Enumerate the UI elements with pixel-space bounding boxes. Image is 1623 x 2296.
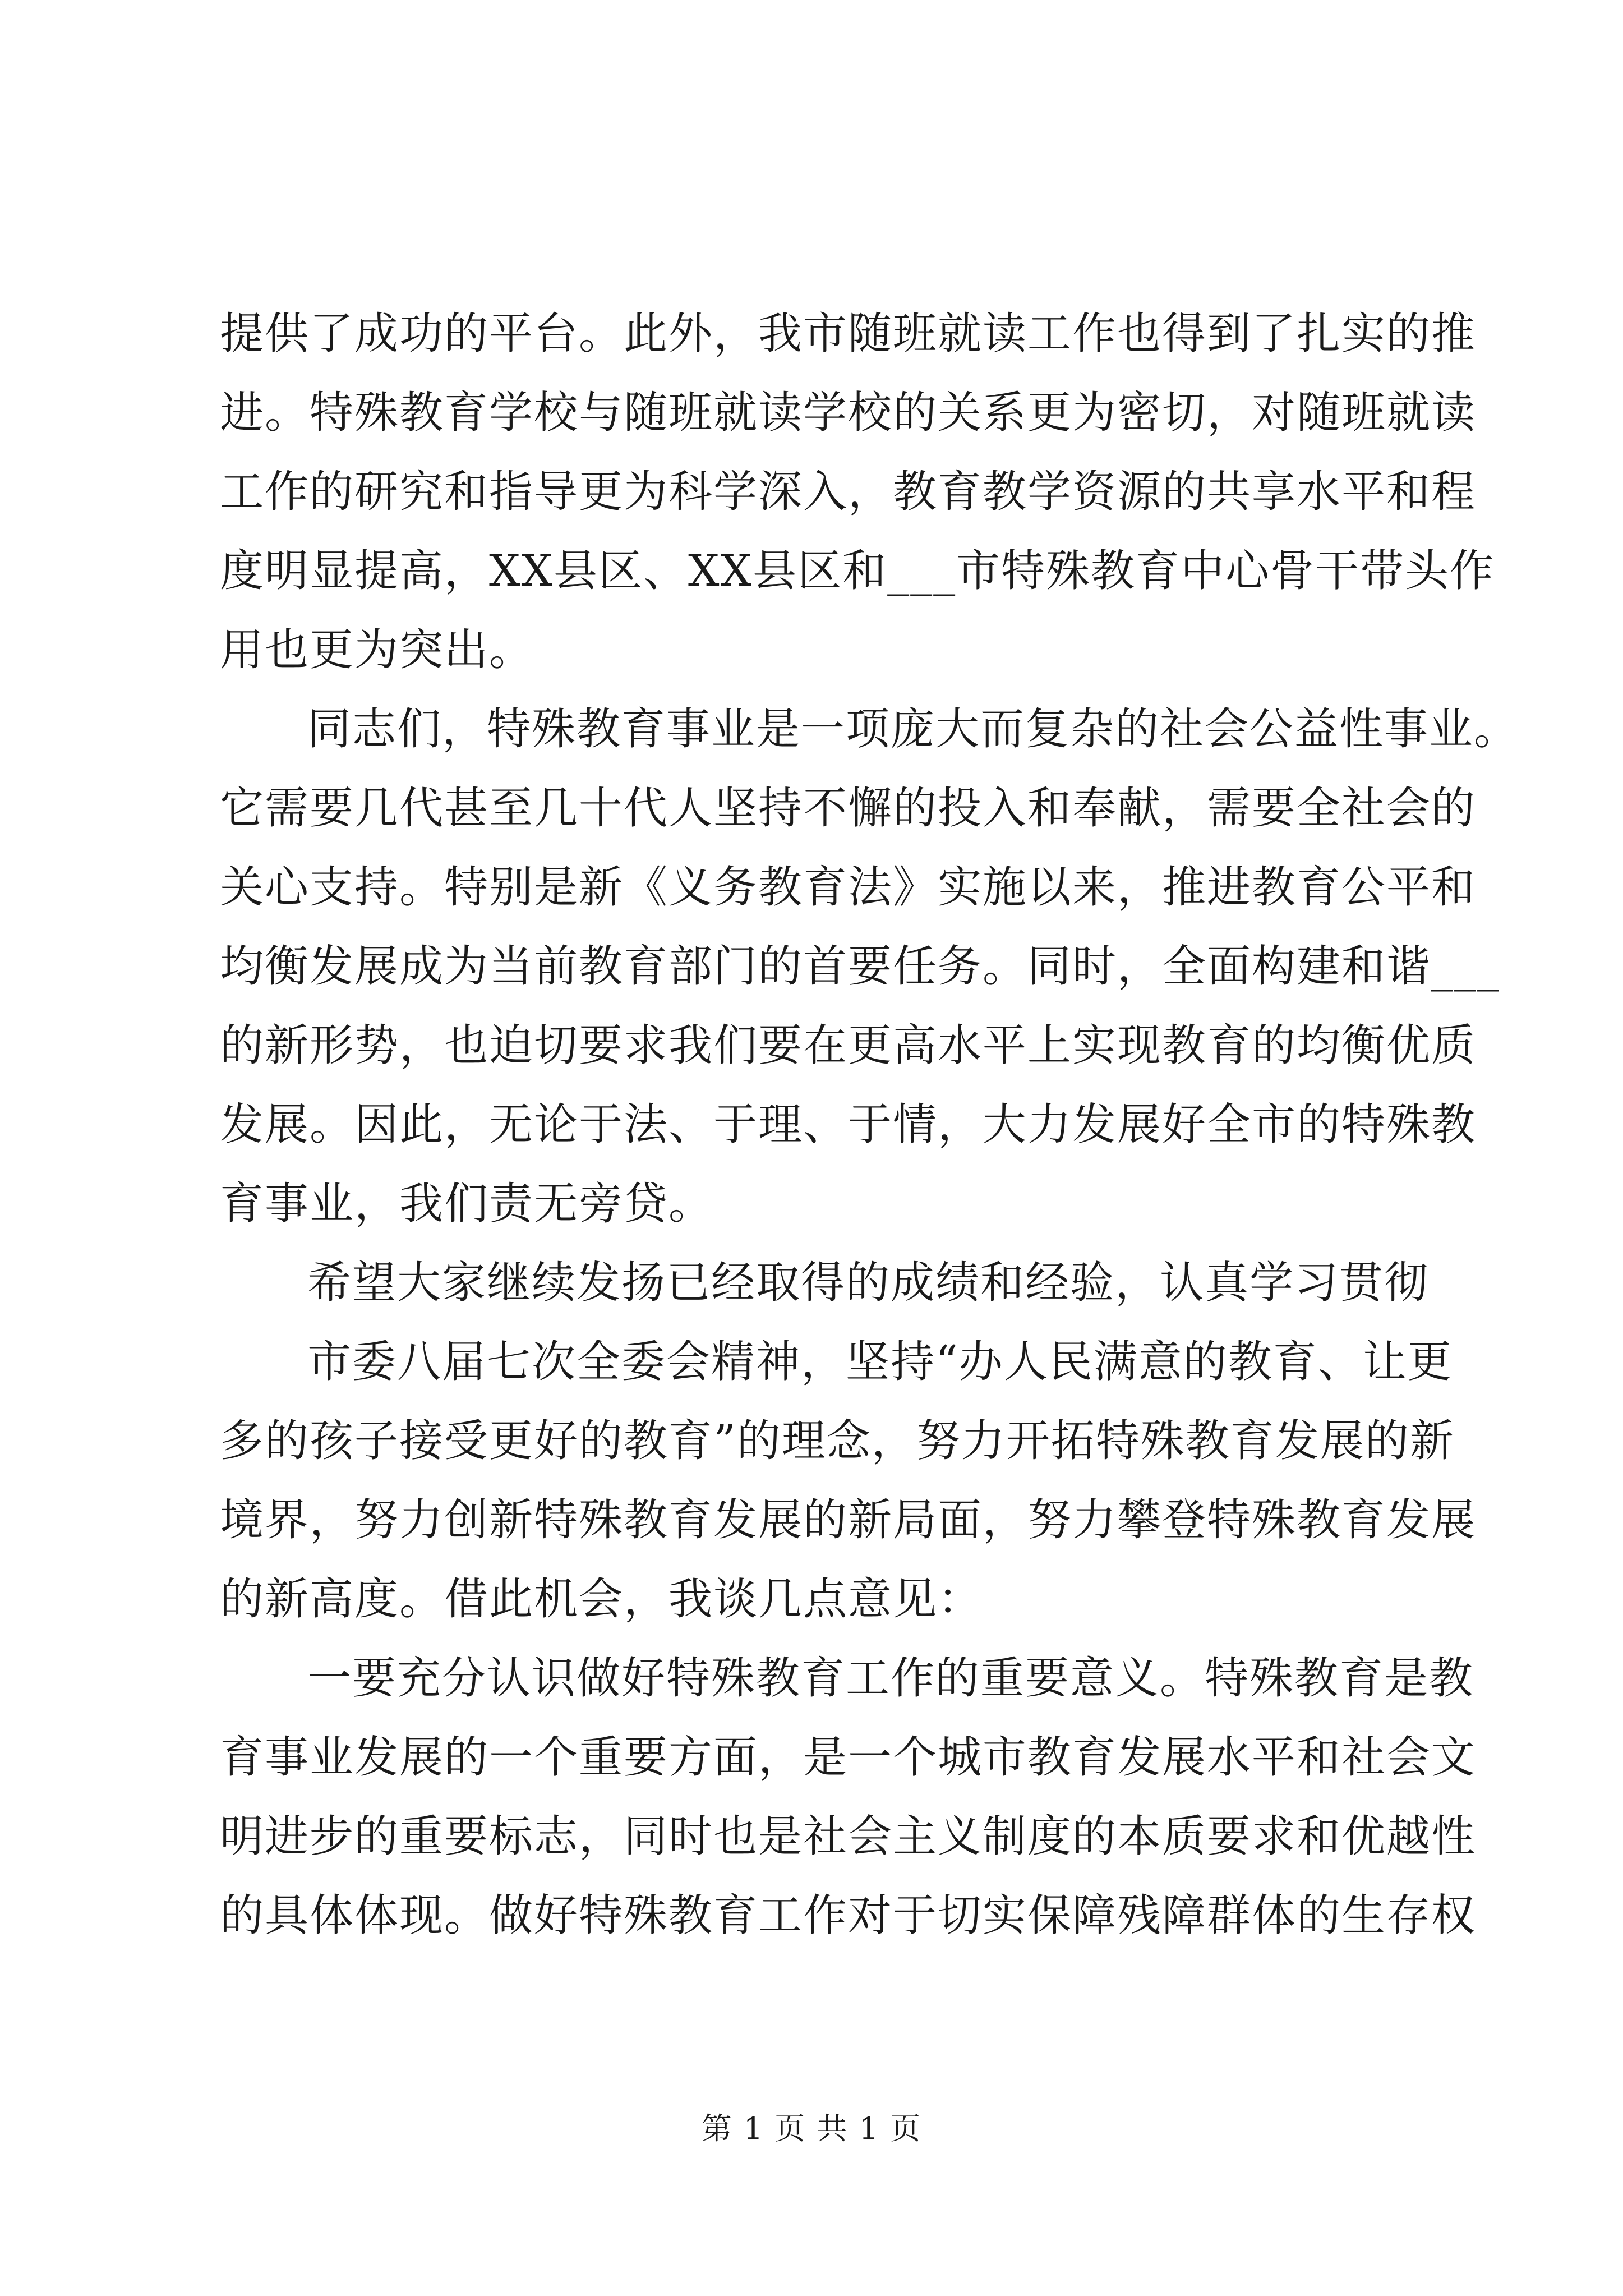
text-line: 均衡发展成为当前教育部门的首要任务。同时，全面构建和谐___ (220, 941, 1501, 992)
text-line: 发展。因此，无论于法、于理、于情，大力发展好全市的特殊教 (220, 1099, 1477, 1150)
text-line: 多的孩子接受更好的教育”的理念，努力开拓特殊教育发展的新 (220, 1416, 1455, 1466)
text-line: 育事业发展的一个重要方面，是一个城市教育发展水平和社会文 (220, 1732, 1477, 1783)
text-line: 境界，努力创新特殊教育发展的新局面，努力攀登特殊教育发展 (220, 1495, 1477, 1545)
text-line: 用也更为突出。 (220, 625, 534, 675)
text-line: 它需要几代甚至几十代人坚持不懈的投入和奉献，需要全社会的 (220, 783, 1477, 834)
text-line: 的新高度。借此机会，我谈几点意见： (220, 1574, 983, 1625)
text-line: 希望大家继续发扬已经取得的成绩和经验，认真学习贯彻 (307, 1258, 1430, 1308)
text-line: 进。特殊教育学校与随班就读学校的关系更为密切，对随班就读 (220, 388, 1477, 438)
text-line: 提供了成功的平台。此外，我市随班就读工作也得到了扎实的推 (220, 309, 1477, 359)
text-line: 关心支持。特别是新《义务教育法》实施以来，推进教育公平和 (220, 862, 1477, 913)
text-line: 育事业，我们责无旁贷。 (220, 1179, 714, 1229)
text-line: 一要充分认识做好特殊教育工作的重要意义。特殊教育是教 (307, 1653, 1474, 1704)
text-line: 同志们，特殊教育事业是一项庞大而复杂的社会公益性事业。 (307, 704, 1519, 754)
page-footer: 第 1 页 共 1 页 (701, 2111, 922, 2146)
text-line: 明进步的重要标志，同时也是社会主义制度的本质要求和优越性 (220, 1811, 1477, 1862)
text-line: 度明显提高，XX县区、XX县区和___市特殊教育中心骨干带头作 (220, 546, 1495, 596)
text-line: 的新形势，也迫切要求我们要在更高水平上实现教育的均衡优质 (220, 1020, 1477, 1071)
text-line: 的具体体现。做好特殊教育工作对于切实保障残障群体的生存权 (220, 1890, 1477, 1941)
text-line: 市委八届七次全委会精神，坚持“办人民满意的教育、让更 (307, 1337, 1453, 1387)
document-body (220, 295, 1519, 1955)
text-line: 工作的研究和指导更为科学深入，教育教学资源的共享水平和程 (220, 467, 1477, 517)
